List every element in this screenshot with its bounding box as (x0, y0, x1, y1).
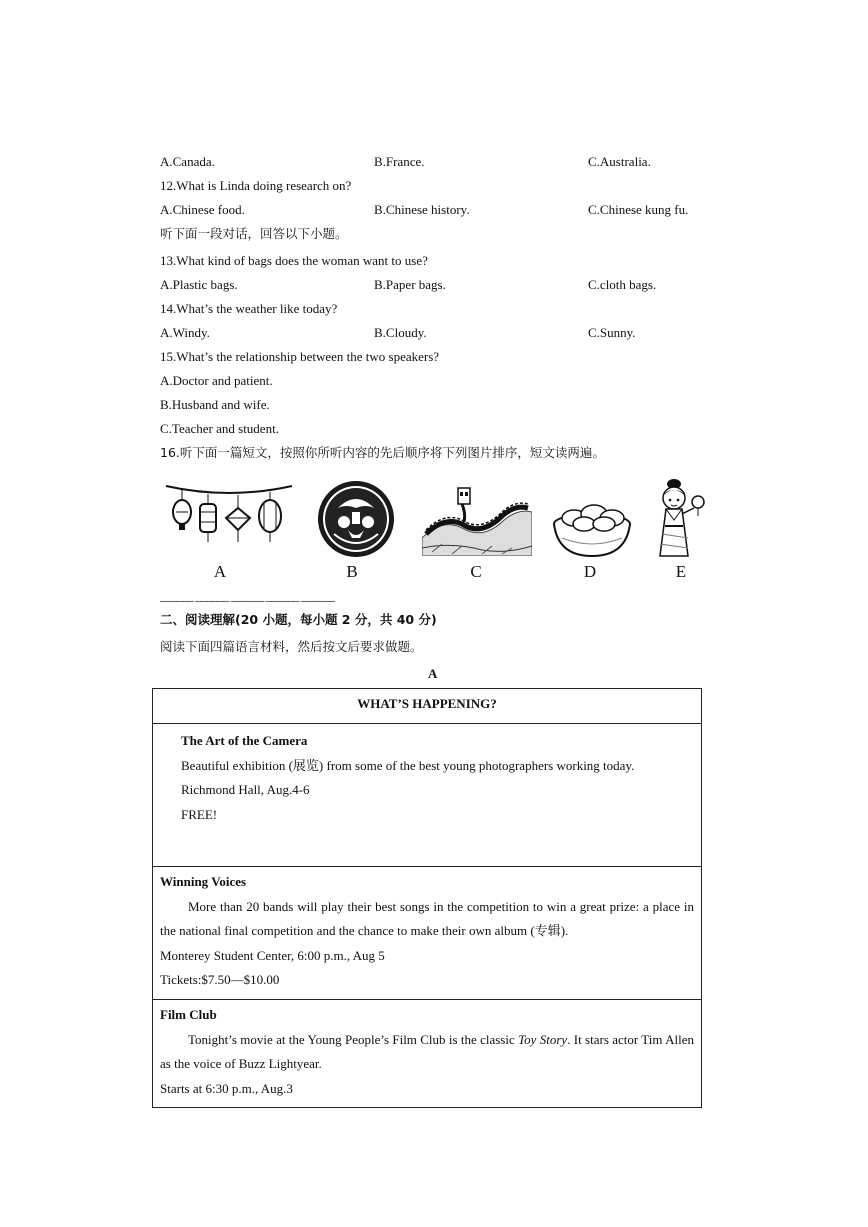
q11-options (160, 154, 720, 170)
paper-cut-icon (314, 478, 398, 560)
events-table (152, 688, 702, 1108)
event-film-desc-before: Tonight’s movie at the Young People’s Film Club is the classic (188, 1031, 519, 1047)
q12-question: 12.What is Linda doing research on? (160, 178, 352, 193)
q11-option-c: C.Australia. (588, 154, 651, 169)
event-art-place: Richmond Hall, Aug.4-6 (181, 782, 310, 797)
lanterns-icon (164, 478, 294, 558)
q16-answer-blanks: ______ ______ ______ ______ ______ (160, 588, 334, 603)
picture-label-b: B (346, 562, 358, 581)
q14-options (160, 325, 720, 341)
q14-option-b: B.Cloudy. (374, 325, 427, 340)
q13-option-b: B.Paper bags. (374, 277, 446, 292)
q12-options (160, 202, 720, 218)
q15-question: 15.What’s the relationship between the two speakers? (160, 349, 440, 364)
picture-label-e: E (675, 562, 687, 581)
q14-option-a: A.Windy. (160, 325, 210, 340)
great-wall-icon (422, 478, 532, 556)
event-art-desc: Beautiful exhibition (展览) from some of the best young photographers working today. (181, 757, 635, 773)
event-art-camera (153, 724, 702, 867)
section2-title: 二、阅读理解(20 小题，每小题 2 分，共 40 分) (160, 612, 437, 627)
q12-option-b: B.Chinese history. (374, 202, 470, 217)
section2-instruction: 阅读下面四篇语言材料，然后按文后要求做题。 (160, 639, 423, 654)
event-film-club (153, 1000, 702, 1108)
event-voices-title: Winning Voices (160, 874, 247, 889)
q16-pictures (160, 478, 705, 588)
dialogue-instruction: 听下面一段对话，回答以下小题。 (160, 226, 348, 241)
event-art-price: FREE! (181, 806, 218, 822)
q11-option-b: B.France. (374, 154, 425, 169)
event-film-desc (160, 1028, 694, 1077)
q13-option-c: C.cloth bags. (588, 277, 657, 292)
event-voices-place: Monterey Student Center, 6:00 p.m., Aug 5 (160, 947, 385, 963)
dumplings-bowl-icon (550, 478, 634, 560)
event-voices-price: Tickets:$7.50—$10.00 (160, 972, 280, 987)
q13-options (160, 277, 720, 293)
passage-label: A (428, 666, 438, 681)
event-film-movie-title: Toy Story (518, 1031, 568, 1047)
q14-question: 14.What’s the weather like today? (160, 301, 338, 316)
q15-option-a: A.Doctor and patient. (160, 373, 273, 388)
events-header: WHAT’S HAPPENING? (153, 689, 702, 724)
q13-question: 13.What kind of bags does the woman want to use? (160, 253, 428, 268)
event-winning-voices (153, 867, 702, 1000)
event-art-title: The Art of the Camera (181, 733, 308, 748)
q14-option-c: C.Sunny. (588, 325, 636, 340)
q16-instruction: 16.听下面一篇短文，按照你所听内容的先后顺序将下列图片排序，短文读两遍。 (160, 445, 605, 460)
q13-option-a: A.Plastic bags. (160, 277, 238, 292)
event-film-time: Starts at 6:30 p.m., Aug.3 (160, 1080, 293, 1096)
girl-hanfu-icon (648, 478, 708, 562)
q15-option-b: B.Husband and wife. (160, 397, 270, 412)
q11-option-a: A.Canada. (160, 154, 215, 169)
picture-label-a: A (213, 562, 227, 581)
picture-label-c: C (470, 562, 482, 581)
q15-option-c: C.Teacher and student. (160, 421, 279, 436)
q12-option-c: C.Chinese kung fu. (588, 202, 689, 217)
event-film-desc-after: . It stars actor Tim Allen as the voice of Buzz Lightyear. (160, 1031, 695, 1071)
picture-label-d: D (583, 562, 597, 581)
q12-option-a: A.Chinese food. (160, 202, 245, 217)
event-voices-desc: More than 20 bands will play their best songs in the competition to win a great prize: a place in the national final competition and the chance to make their own album (专辑). (160, 898, 694, 938)
event-film-title: Film Club (160, 1007, 217, 1022)
